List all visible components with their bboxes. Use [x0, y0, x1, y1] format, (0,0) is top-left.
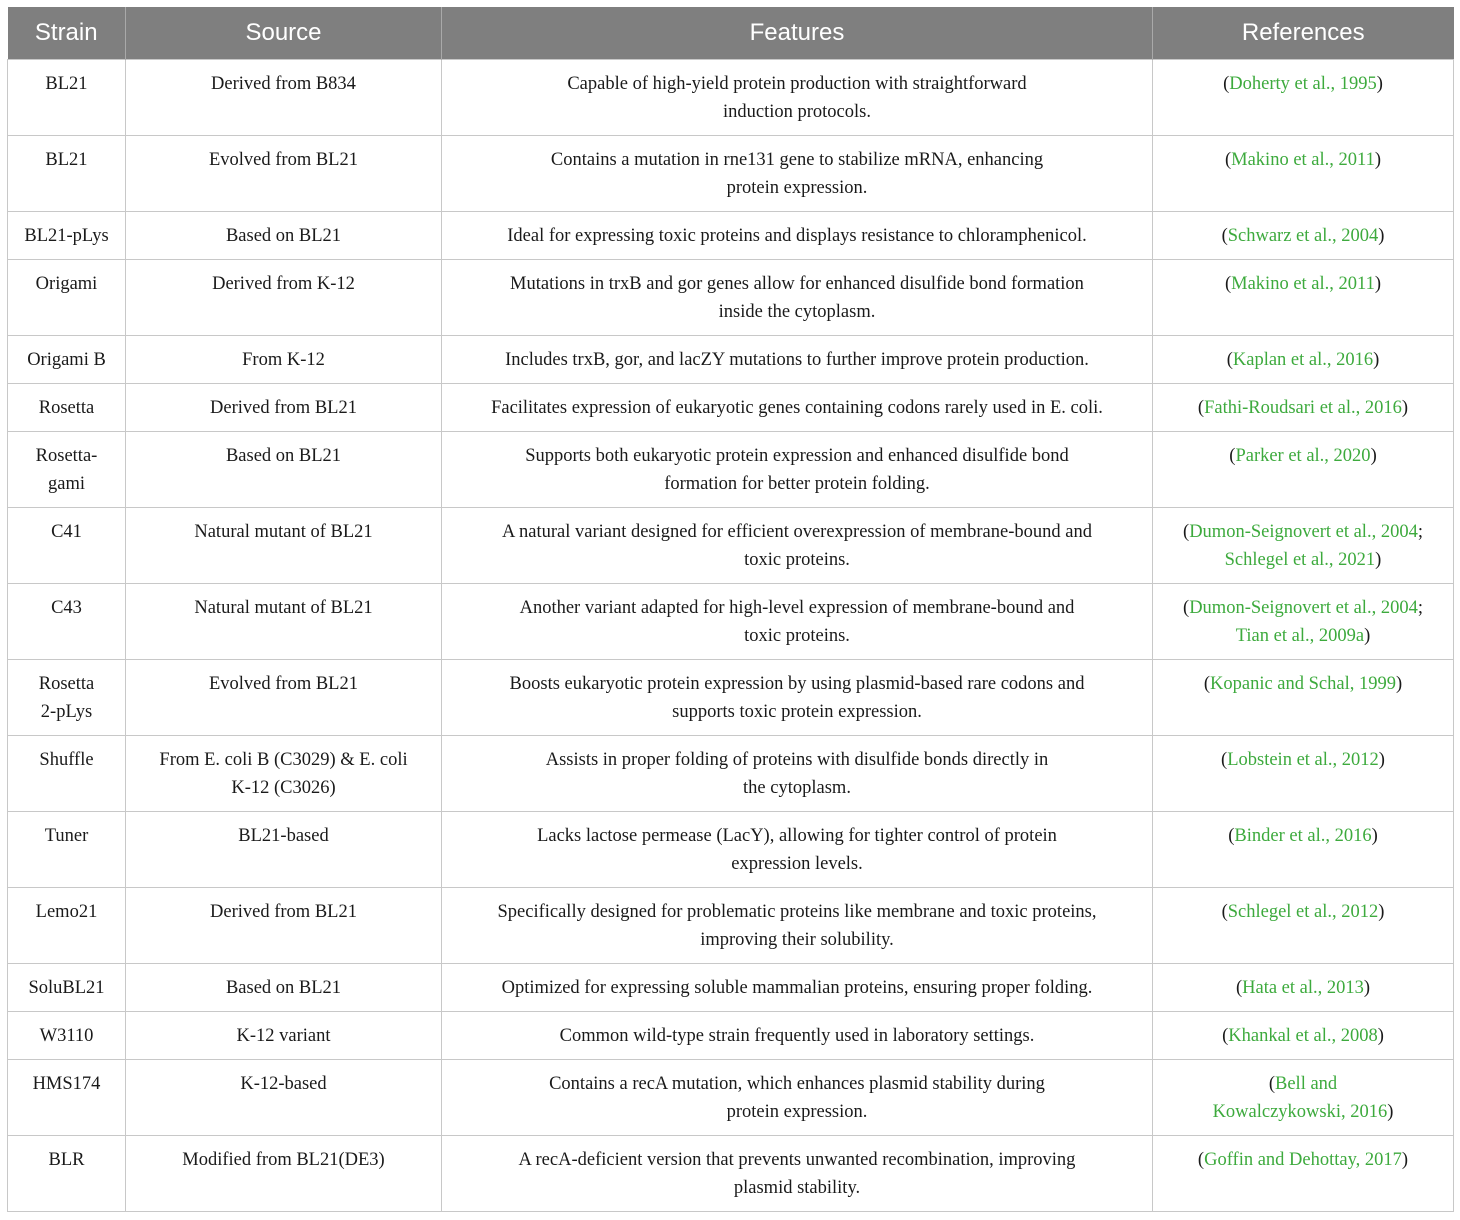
- source-text: K-12 variant: [236, 1026, 331, 1046]
- strain-cell: [8, 1060, 126, 1136]
- table-row: [8, 136, 1454, 212]
- features-cell: [442, 1136, 1153, 1212]
- source-text: K-12 (C3026): [231, 778, 336, 798]
- features-text: Ideal for expressing toxic proteins and displays resistance to chloramphenicol.: [507, 226, 1087, 246]
- strain-cell: [8, 260, 126, 336]
- reference-link[interactable]: Dumon-Seignovert et al., 2004: [1189, 522, 1418, 542]
- table-body: [8, 60, 1454, 1212]
- source-cell: [126, 432, 442, 508]
- features-text: improving their solubility.: [700, 930, 894, 950]
- table-row: [8, 1012, 1454, 1060]
- reference-link[interactable]: Kopanic and Schal, 1999: [1210, 674, 1396, 694]
- table-row: [8, 1136, 1454, 1212]
- references-cell: (Doherty et al., 1995): [1153, 60, 1454, 136]
- strain-cell: [8, 1136, 126, 1212]
- features-text: Lacks lactose permease (LacY), allowing for tighter control of protein: [537, 826, 1057, 846]
- reference-link[interactable]: Tian et al., 2009a: [1235, 626, 1365, 646]
- features-cell: [442, 432, 1153, 508]
- features-text: supports toxic protein expression.: [672, 702, 922, 722]
- reference-link[interactable]: Khankal et al., 2008: [1228, 1026, 1378, 1046]
- strain-name: Origami B: [27, 350, 106, 370]
- features-cell: [442, 812, 1153, 888]
- source-cell: [126, 1012, 442, 1060]
- features-text: Specifically designed for problematic proteins like membrane and toxic proteins,: [497, 902, 1097, 922]
- source-text: Derived from K-12: [212, 274, 355, 294]
- reference-link[interactable]: Hata et al., 2013: [1242, 978, 1364, 998]
- table-row: [8, 212, 1454, 260]
- strain-cell: [8, 60, 126, 136]
- table-row: [8, 584, 1454, 660]
- reference-link[interactable]: Binder et al., 2016: [1234, 826, 1372, 846]
- strain-name: C41: [51, 522, 82, 542]
- strain-cell: [8, 136, 126, 212]
- strain-name: SoluBL21: [28, 978, 105, 998]
- features-text: inside the cytoplasm.: [718, 302, 876, 322]
- source-text: Based on BL21: [225, 446, 342, 466]
- source-text: From E. coli B (C3029) & E. coli: [159, 750, 408, 770]
- source-text: Based on BL21: [225, 978, 342, 998]
- features-text: plasmid stability.: [733, 1178, 861, 1198]
- strain-cell: [8, 736, 126, 812]
- features-text: Supports both eukaryotic protein expression and enhanced disulfide bond: [525, 446, 1069, 466]
- source-text: Evolved from BL21: [208, 150, 358, 170]
- references-cell: (Dumon-Seignovert et al., 2004; Tian et al., 2009a): [1153, 584, 1454, 660]
- features-text: Contains a mutation in rne131 gene to stabilize mRNA, enhancing: [550, 150, 1044, 170]
- features-cell: [442, 260, 1153, 336]
- source-cell: [126, 260, 442, 336]
- strain-name: HMS174: [32, 1074, 101, 1094]
- features-text: Another variant adapted for high-level expression of membrane-bound and: [519, 598, 1075, 618]
- references-cell: (Kaplan et al., 2016): [1153, 336, 1454, 384]
- features-text: toxic proteins.: [744, 626, 850, 646]
- table-row: [8, 260, 1454, 336]
- strain-cell: [8, 1012, 126, 1060]
- features-text: protein expression.: [726, 178, 868, 198]
- features-cell: [442, 336, 1153, 384]
- strain-name: Lemo21: [35, 902, 98, 922]
- table-row: [8, 432, 1454, 508]
- strain-name: 2-pLys: [40, 702, 93, 722]
- strain-name: Rosetta-: [35, 446, 98, 466]
- reference-link[interactable]: Schlegel et al., 2021: [1224, 550, 1376, 570]
- source-cell: [126, 136, 442, 212]
- source-text: From K-12: [242, 350, 325, 370]
- source-cell: [126, 736, 442, 812]
- source-cell: [126, 212, 442, 260]
- strain-name: Rosetta: [38, 398, 95, 418]
- features-cell: [442, 660, 1153, 736]
- strain-name: Shuffle: [39, 750, 94, 770]
- features-text: formation for better protein folding.: [664, 474, 930, 494]
- header-row: [8, 7, 1454, 60]
- strain-name: Origami: [35, 274, 98, 294]
- source-cell: [126, 508, 442, 584]
- table-row: [8, 736, 1454, 812]
- features-text: Common wild-type strain frequently used in laboratory settings.: [559, 1026, 1035, 1046]
- source-cell: [126, 1136, 442, 1212]
- features-cell: [442, 888, 1153, 964]
- source-text: Derived from B834: [211, 74, 356, 94]
- strain-table: [7, 7, 1454, 1212]
- reference-link[interactable]: Bell and Kowalczykowski, 2016: [1212, 1074, 1388, 1122]
- features-text: Includes trxB, gor, and lacZY mutations to further improve protein production.: [505, 350, 1089, 370]
- reference-link[interactable]: Schlegel et al., 2012: [1227, 902, 1379, 922]
- table-row: [8, 60, 1454, 136]
- table-row: [8, 1060, 1454, 1136]
- header-features: Features: [442, 7, 1153, 60]
- features-text: A natural variant designed for efficient overexpression of membrane-bound and: [502, 522, 1092, 542]
- features-text: toxic proteins.: [744, 550, 850, 570]
- source-cell: [126, 812, 442, 888]
- source-text: BL21-based: [238, 826, 329, 846]
- header-references: References: [1153, 7, 1454, 60]
- references-cell: (Goffin and Dehottay, 2017): [1153, 1136, 1454, 1212]
- strain-name: gami: [48, 474, 85, 494]
- features-cell: [442, 136, 1153, 212]
- reference-link[interactable]: Goffin and Dehottay, 2017: [1204, 1150, 1402, 1170]
- source-cell: [126, 660, 442, 736]
- features-text: Assists in proper folding of proteins with disulfide bonds directly in: [545, 750, 1049, 770]
- strain-name: BLR: [48, 1150, 85, 1170]
- strain-name: Rosetta: [38, 674, 95, 694]
- strain-name: BL21-pLys: [24, 226, 109, 246]
- table-row: [8, 508, 1454, 584]
- features-cell: [442, 584, 1153, 660]
- strain-cell: [8, 336, 126, 384]
- reference-link[interactable]: Dumon-Seignovert et al., 2004: [1189, 598, 1418, 618]
- strain-cell: [8, 508, 126, 584]
- table-row: [8, 660, 1454, 736]
- strain-cell: [8, 212, 126, 260]
- header-strain: Strain: [8, 7, 126, 60]
- features-text: Contains a recA mutation, which enhances plasmid stability during: [549, 1074, 1045, 1094]
- references-cell: (Kopanic and Schal, 1999): [1153, 660, 1454, 736]
- reference-link[interactable]: Doherty et al., 1995: [1229, 74, 1377, 94]
- reference-link[interactable]: Parker et al., 2020: [1235, 446, 1371, 466]
- reference-link[interactable]: Fathi-Roudsari et al., 2016: [1204, 398, 1402, 418]
- features-text: Optimized for expressing soluble mammalian proteins, ensuring proper folding.: [501, 978, 1093, 998]
- features-text: Mutations in trxB and gor genes allow for enhanced disulfide bond formation: [510, 274, 1084, 294]
- reference-link[interactable]: Kaplan et al., 2016: [1232, 350, 1374, 370]
- source-text: Modified from BL21(DE3): [182, 1150, 385, 1170]
- references-cell: (Makino et al., 2011): [1153, 260, 1454, 336]
- table-row: [8, 888, 1454, 964]
- source-text: Natural mutant of BL21: [194, 522, 373, 542]
- references-cell: (Schwarz et al., 2004): [1153, 212, 1454, 260]
- strain-cell: [8, 888, 126, 964]
- references-cell: (Hata et al., 2013): [1153, 964, 1454, 1012]
- source-cell: [126, 964, 442, 1012]
- strain-cell: [8, 384, 126, 432]
- table-row: [8, 336, 1454, 384]
- features-cell: [442, 1060, 1153, 1136]
- references-cell: (Khankal et al., 2008): [1153, 1012, 1454, 1060]
- features-text: Facilitates expression of eukaryotic genes containing codons rarely used in E. coli.: [491, 398, 1103, 418]
- strain-name: C43: [51, 598, 82, 618]
- strain-cell: [8, 660, 126, 736]
- reference-link[interactable]: Makino et al., 2011: [1231, 274, 1375, 294]
- source-cell: [126, 888, 442, 964]
- features-cell: [442, 508, 1153, 584]
- table-row: [8, 964, 1454, 1012]
- source-cell: [126, 60, 442, 136]
- references-cell: (Parker et al., 2020): [1153, 432, 1454, 508]
- strain-cell: [8, 812, 126, 888]
- source-text: Natural mutant of BL21: [194, 598, 373, 618]
- references-cell: (Lobstein et al., 2012): [1153, 736, 1454, 812]
- references-cell: (Makino et al., 2011): [1153, 136, 1454, 212]
- features-cell: [442, 964, 1153, 1012]
- references-cell: (Dumon-Seignovert et al., 2004; Schlegel et al., 2021): [1153, 508, 1454, 584]
- strain-name: W3110: [39, 1026, 94, 1046]
- features-cell: [442, 212, 1153, 260]
- references-cell: (Fathi-Roudsari et al., 2016): [1153, 384, 1454, 432]
- references-cell: (Schlegel et al., 2012): [1153, 888, 1454, 964]
- strain-name: BL21: [45, 74, 88, 94]
- header-source: Source: [126, 7, 442, 60]
- features-cell: [442, 60, 1153, 136]
- reference-link[interactable]: Schwarz et al., 2004: [1227, 226, 1379, 246]
- table-row: [8, 812, 1454, 888]
- source-text: K-12-based: [240, 1074, 327, 1094]
- reference-link[interactable]: Makino et al., 2011: [1231, 150, 1375, 170]
- features-text: induction protocols.: [723, 102, 871, 122]
- features-cell: [442, 736, 1153, 812]
- source-text: Evolved from BL21: [208, 674, 358, 694]
- source-cell: [126, 1060, 442, 1136]
- features-text: the cytoplasm.: [743, 778, 851, 798]
- references-cell: (Bell and Kowalczykowski, 2016): [1153, 1060, 1454, 1136]
- strain-name: BL21: [45, 150, 88, 170]
- features-cell: [442, 1012, 1153, 1060]
- strain-cell: [8, 964, 126, 1012]
- source-cell: [126, 384, 442, 432]
- features-cell: [442, 384, 1153, 432]
- strain-cell: [8, 432, 126, 508]
- table-row: [8, 384, 1454, 432]
- strain-name: Tuner: [44, 826, 89, 846]
- reference-link[interactable]: Lobstein et al., 2012: [1227, 750, 1379, 770]
- features-text: Capable of high-yield protein production with straightforward: [567, 74, 1027, 94]
- strain-cell: [8, 584, 126, 660]
- source-cell: [126, 584, 442, 660]
- source-text: Derived from BL21: [210, 902, 357, 922]
- source-text: Derived from BL21: [210, 398, 357, 418]
- features-text: A recA-deficient version that prevents unwanted recombination, improving: [518, 1150, 1076, 1170]
- features-text: protein expression.: [726, 1102, 868, 1122]
- references-cell: (Binder et al., 2016): [1153, 812, 1454, 888]
- source-text: Based on BL21: [225, 226, 342, 246]
- features-text: Boosts eukaryotic protein expression by using plasmid-based rare codons and: [509, 674, 1085, 694]
- source-cell: [126, 336, 442, 384]
- features-text: expression levels.: [731, 854, 863, 874]
